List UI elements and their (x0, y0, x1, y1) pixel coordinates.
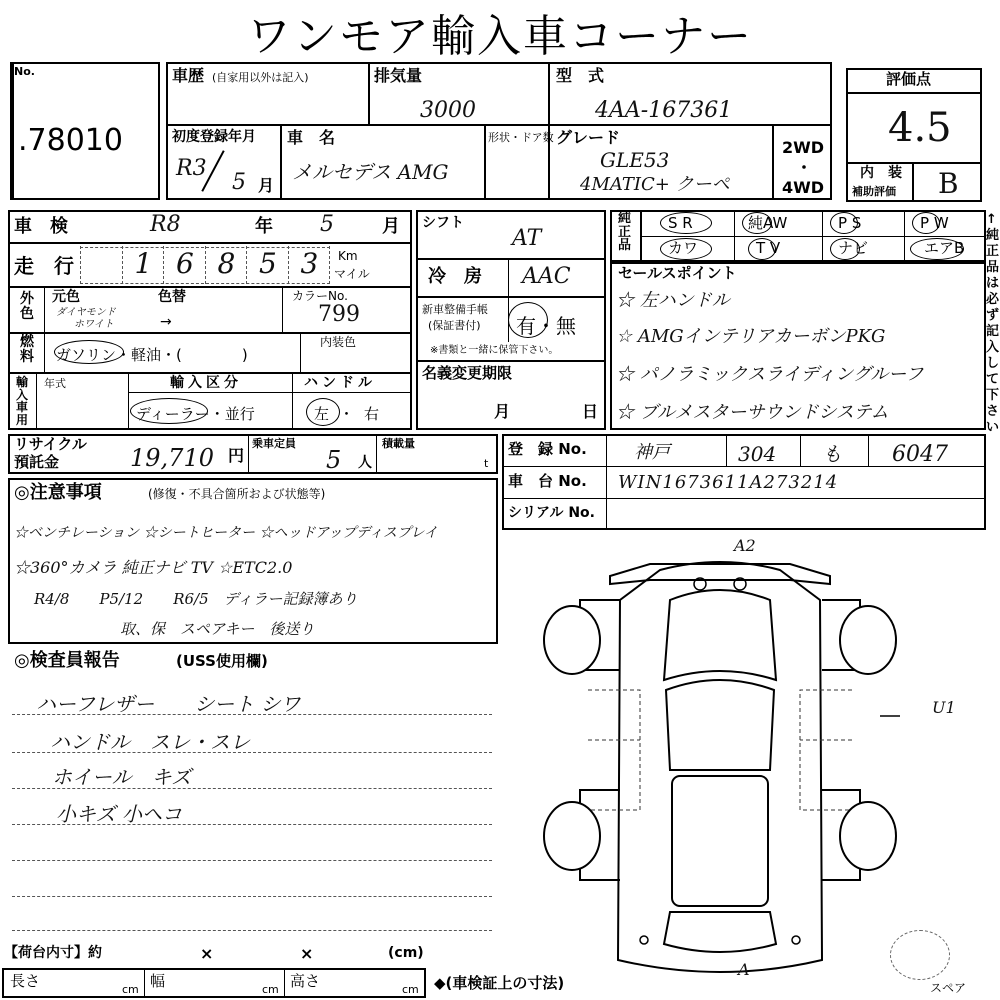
interior-label: 内 装 (860, 165, 902, 181)
color-side-label: 外色 (20, 291, 34, 322)
shift-label: シフト (422, 215, 464, 231)
cargo-x2: × (300, 944, 314, 963)
ac-label: 冷 房 (428, 266, 482, 287)
equipment-circle (912, 212, 940, 234)
spare-tire (890, 930, 950, 980)
recycle-label-2: 預託金 (14, 453, 60, 471)
color-code-label: カラーNo. (292, 289, 348, 303)
equipment-item: T V (756, 239, 781, 257)
car-front-bumper (610, 564, 830, 584)
manual-label-2: (保証書付) (428, 319, 481, 332)
dims-unit: cm (262, 983, 279, 996)
equipment-item: 純AW (748, 214, 788, 232)
wheel-rear-left (544, 802, 600, 870)
equipment-item: S R (668, 214, 693, 232)
import-label: 輸入車用 (16, 375, 29, 427)
inspector-line: ハーフレザー シート シワ (36, 692, 301, 716)
color-orig-label: 元色 (52, 289, 80, 305)
dims-unit: cm (402, 983, 419, 996)
registration-label: 登 録 No. (508, 440, 587, 458)
wheel-rear-right (840, 802, 896, 870)
car-roof (664, 590, 776, 680)
color-code-value: 799 (318, 302, 360, 327)
shape-doors-label: 形状・ドア数 (488, 131, 554, 144)
notes-line: 取、保 スペアキー 後送り (120, 620, 315, 638)
color-orig-value-1: ダイヤモンド (56, 307, 116, 318)
interior-color-label: 内装色 (320, 335, 357, 349)
equipment-item: カワ (668, 239, 699, 257)
mileage-unit-km: Km (338, 249, 358, 263)
equipment-item: P W (920, 214, 949, 232)
mileage-digit: 8 (217, 247, 236, 280)
interior-sub-label: 補助評価 (852, 185, 896, 198)
mileage-digit-cells (80, 246, 330, 284)
door-line-left (588, 690, 640, 810)
rename-day-unit: 日 (582, 402, 599, 421)
import-type-options: ディーラー・並行 (136, 405, 255, 423)
wheel-front-left (544, 606, 600, 674)
first-reg-month: 5 (232, 170, 246, 195)
mileage-label: 走 行 (14, 254, 74, 278)
diagram-mark-top: A2 (734, 536, 756, 555)
notes-line: R4/8 P5/12 R6/5 ディラー記録簿あり (34, 590, 358, 608)
history-note: (自家用以外は記入) (212, 71, 309, 84)
car-diagram (540, 536, 900, 990)
mileage-digit: 1 (134, 247, 153, 280)
side-note: ↑純正品は必ず記入して下さい (986, 212, 1000, 435)
shaken-era: R8 (150, 212, 181, 237)
notes-label: ◎注意事項 (14, 482, 102, 503)
inspector-line: 小キズ 小ヘコ (56, 802, 182, 826)
sales-points-label: セールスポイント (618, 264, 737, 282)
mileage-digit: 6 (176, 247, 194, 280)
car-name-value: メルセデス AMG (292, 160, 449, 184)
dims-length: 長さ (10, 972, 41, 990)
drive-4wd: 4WD (782, 178, 825, 197)
vin-label: 車 台 No. (508, 472, 587, 490)
drive-2wd: 2WD (782, 138, 825, 157)
fuel-label: 燃料 (20, 334, 34, 365)
handle-label: ハンドル (304, 375, 376, 391)
first-reg-label: 初度登録年月 (172, 129, 256, 145)
first-reg-month-unit: 月 (258, 176, 275, 195)
equipment-item: ナビ (838, 239, 869, 257)
import-type-circle (130, 398, 208, 424)
inspector-line: ハンドル スレ・スレ (50, 730, 250, 754)
dims-height: 高さ (290, 972, 321, 990)
equipment-item: エアB (924, 239, 965, 257)
sales-point-item: ☆ パノラミックスライディングルーフ (616, 364, 924, 385)
page-title: ワンモア輸入車コーナー (247, 11, 753, 62)
cargo-unit: (cm) (388, 945, 424, 961)
rename-label: 名義変更期限 (422, 364, 513, 382)
rename-month-unit: 月 (494, 402, 511, 421)
manual-note: ※書類と一緒に保管下さい。 (430, 345, 559, 356)
notes-line: ☆ベンチレーション ☆シートヒーター ☆ヘッドアップディスプレイ (14, 525, 438, 541)
recycle-label-1: リサイクル (14, 435, 87, 453)
car-cabin (672, 776, 768, 906)
model-value: 4AA-167361 (595, 98, 733, 123)
capacity-unit: 人 (358, 455, 372, 471)
mileage-digit: 3 (300, 247, 319, 280)
fuel-selected-circle (54, 340, 124, 364)
registration-area: 神戸 (634, 442, 670, 463)
equipment-item: P S (838, 214, 862, 232)
dims-unit: cm (122, 983, 139, 996)
lot-label: No. (14, 65, 35, 78)
notes-line: ☆360°カメラ 純正ナビ TV ☆ETC2.0 (14, 558, 293, 577)
spare-label: スペア (930, 981, 967, 995)
shaken-label: 車 検 (14, 216, 68, 237)
handle-circle (306, 398, 340, 426)
serial-label: シリアル No. (508, 505, 595, 521)
capacity-value: 5 (326, 446, 342, 474)
car-windshield (666, 680, 774, 770)
equipment-circle (748, 238, 776, 260)
manual-selected-circle (508, 302, 548, 338)
manual-label-1: 新車整備手帳 (422, 303, 488, 316)
equipment-circle (910, 238, 964, 260)
handle-options: 左・右 (314, 405, 390, 423)
color-change-label: 色替 (158, 289, 186, 305)
color-orig-value-2: ホワイト (74, 319, 114, 330)
registration-number: 6047 (892, 442, 948, 467)
lot-number: .78010 (18, 123, 123, 158)
dims-note: ◆(車検証上の寸法) (434, 974, 565, 992)
first-reg-era: R3 (176, 156, 207, 181)
manual-options: 有・無 (516, 314, 576, 338)
capacity-label: 乗車定員 (252, 437, 296, 450)
door-line-right (800, 690, 852, 810)
cargo-label: 【荷台内寸】約 (4, 945, 102, 961)
sales-point-item: ☆ AMGインテリアカーボンPKG (616, 326, 886, 347)
load-unit: t (484, 457, 489, 470)
displacement-label: 排気量 (374, 66, 423, 85)
inspector-sub: (USS使用欄) (176, 652, 268, 670)
sales-point-item: ☆ ブルメスターサウンドシステム (616, 402, 889, 423)
drive-dot: ・ (796, 158, 813, 177)
ac-value: AAC (522, 264, 571, 289)
car-body-outline (618, 562, 822, 972)
history-label: 車歴 (172, 66, 205, 85)
mileage-unit-mile: マイル (334, 267, 370, 281)
model-label: 型 式 (556, 66, 605, 85)
diagram-mark-side: U1 (932, 698, 956, 717)
registration-class: 304 (738, 442, 777, 466)
sales-point-item: ☆ 左ハンドル (616, 290, 730, 311)
mileage-digit: 5 (259, 247, 277, 280)
equipment-circle (660, 238, 712, 260)
diagram-mark-bottom: A (738, 960, 750, 979)
recycle-unit: 円 (228, 446, 245, 465)
dims-width: 幅 (150, 972, 166, 990)
shaken-month-unit: 月 (382, 216, 400, 237)
shaken-year-unit: 年 (255, 216, 273, 237)
equipment-circle (830, 212, 858, 234)
vin-value: WIN1673611A273214 (618, 472, 839, 493)
equipment-circle (830, 238, 860, 260)
recycle-value: 19,710 (130, 444, 214, 472)
import-type-label: 輸入区分 (170, 375, 242, 391)
color-arrow: → (160, 314, 172, 330)
wheel-front-right (840, 606, 896, 674)
interior-value: B (938, 167, 959, 200)
car-rear-window (664, 912, 776, 952)
equipment-label: 純正品 (618, 211, 632, 254)
inspector-label: ◎検査員報告 (14, 650, 120, 671)
notes-sub: (修復・不具合箇所および状態等) (148, 487, 326, 501)
displacement-value: 3000 (420, 98, 476, 123)
cargo-x1: × (200, 944, 214, 963)
score-value: 4.5 (888, 105, 952, 151)
grade-line2: 4MATIC+ クーペ (580, 174, 730, 195)
fuel-options: ガソリン・軽油・( ) (56, 346, 248, 364)
equipment-circle (660, 212, 712, 234)
car-name-label: 車 名 (287, 128, 336, 147)
shift-value: AT (512, 226, 542, 251)
registration-kana: も (822, 442, 842, 466)
equipment-circle (742, 212, 772, 234)
load-label: 積載量 (382, 437, 415, 450)
grade-line1: GLE53 (600, 148, 670, 172)
inspector-line: ホイール キズ (52, 765, 192, 789)
import-year-label: 年式 (44, 377, 66, 390)
score-label: 評価点 (886, 70, 932, 88)
grade-label: グレード (556, 128, 621, 147)
dims-grid (2, 968, 426, 998)
shaken-month: 5 (320, 212, 334, 237)
